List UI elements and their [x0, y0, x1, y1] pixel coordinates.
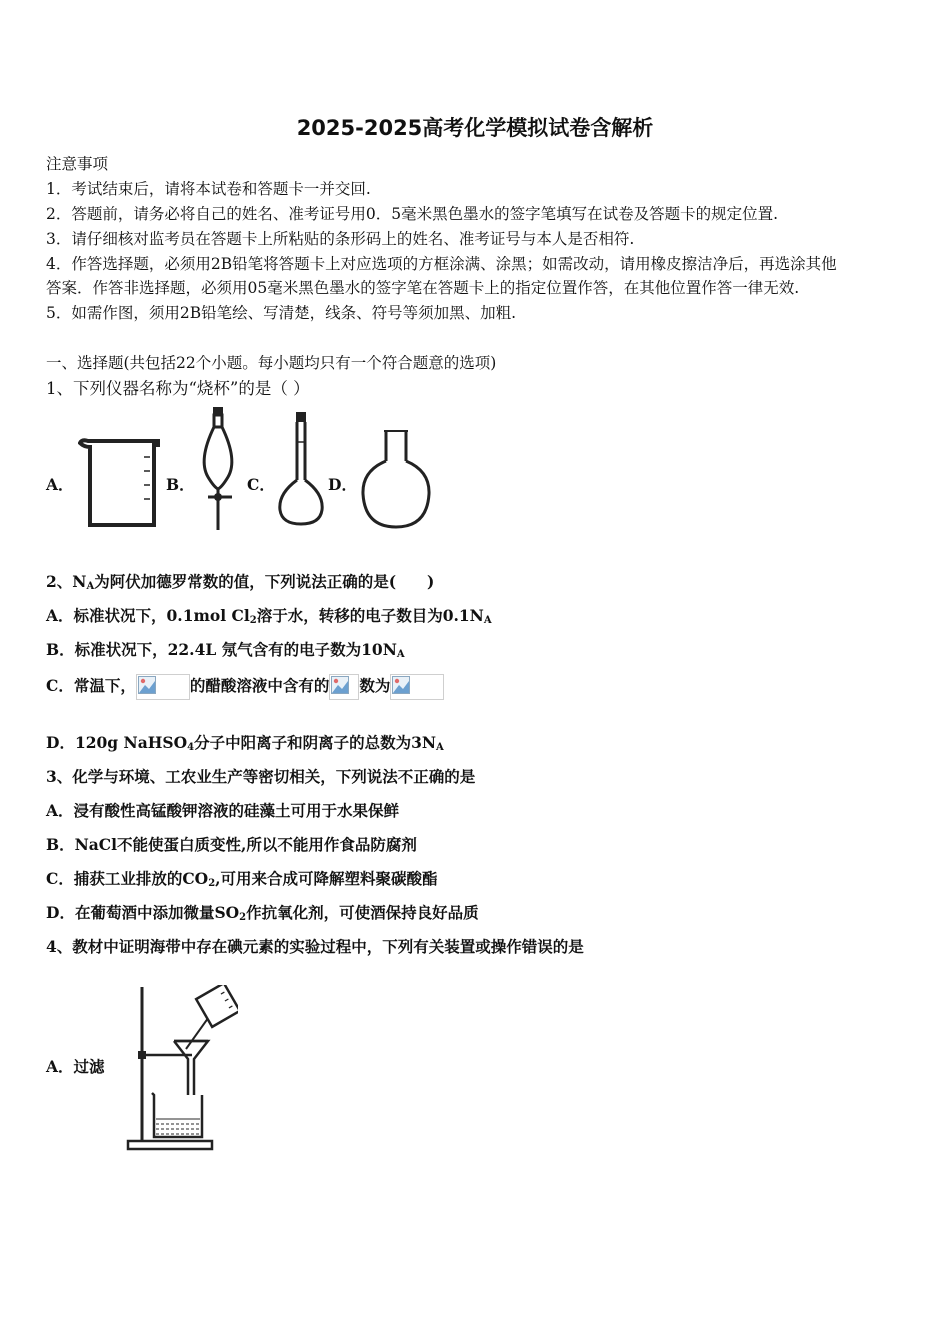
q2-option-b: B．标准状况下，22.4L 氖气含有的电子数为$10N_A$ — [46, 640, 405, 660]
notice-item: 答案．作答非选择题，必须用05毫米黑色墨水的签字笔在答题卡上的指定位置作答，在其他位置作答一律无效. — [46, 279, 800, 297]
q3-option-b: B．NaCl不能使蛋白质变性,所以不能用作食品防腐剂 — [46, 835, 417, 854]
q2-option-a: A．标准状况下，0.1mol $Cl_2$溶于水，转移的电子数目为$0.1N_A$ — [46, 606, 492, 626]
q3-option-d: D．在葡萄酒中添加微量$SO_2$作抗氧化剂，可使酒保持良好品质 — [46, 903, 479, 923]
q1-option-b-label: B． — [166, 475, 195, 494]
notice-item: 3．请仔细核对监考员在答题卡上所粘贴的条形码上的姓名、准考证号与本人是否相符. — [46, 230, 635, 248]
broken-image-icon — [138, 676, 156, 694]
page-title: 2025-2025高考化学模拟试卷含解析 — [296, 116, 654, 140]
formula-image-placeholder — [329, 674, 359, 700]
question-3-stem: 3、化学与环境、工农业生产等密切相关，下列说法不正确的是 — [46, 767, 476, 786]
formula-image-placeholder — [136, 674, 190, 700]
section-heading: 一、选择题(共包括22个小题。每小题均只有一个符合题意的选项) — [46, 354, 497, 372]
beaker-icon — [78, 437, 164, 529]
question-1-stem: 1、下列仪器名称为“烧杯”的是（ ） — [46, 379, 310, 398]
notice-item: 4．作答选择题，必须用2B铅笔将答题卡上对应选项的方框涂满、涂黑；如需改动，请用橡皮擦洁净后，再选涂其他 — [46, 255, 837, 273]
notice-item: 2．答题前，请务必将自己的姓名、准考证号用0．5毫米黑色墨水的签字笔填写在试卷及答题卡的规定位置. — [46, 205, 779, 223]
notice-item: 5．如需作图，须用2B铅笔绘、写清楚，线条、符号等须加黑、加粗. — [46, 304, 517, 322]
round-bottom-flask-icon — [358, 427, 434, 531]
broken-image-icon — [392, 676, 410, 694]
q2-option-d: D．120g NaHSO$_4$分子中阳离子和阴离子的总数为$3N_A$ — [46, 733, 444, 753]
separatory-funnel-icon — [196, 405, 244, 530]
q1-option-a-label: A． — [46, 475, 74, 494]
question-4-stem: 4、教材中证明海带中存在碘元素的实验过程中，下列有关装置或操作错误的是 — [46, 937, 584, 956]
filtration-apparatus-icon — [126, 985, 238, 1153]
formula-image-placeholder — [390, 674, 444, 700]
q4-option-a-label: A．过滤 — [46, 1057, 105, 1076]
q2-option-c: C．常温下， 的醋酸溶液中含有的 数为 — [46, 674, 444, 700]
q3-option-a: A．浸有酸性高锰酸钾溶液的硅藻土可用于水果保鲜 — [46, 801, 400, 820]
broken-image-icon — [331, 676, 349, 694]
notice-heading: 注意事项 — [46, 155, 109, 173]
notice-item: 1．考试结束后，请将本试卷和答题卡一并交回. — [46, 180, 371, 198]
volumetric-flask-icon — [276, 410, 326, 528]
q1-option-c-label: C． — [247, 475, 275, 494]
q1-option-d-label: D． — [328, 475, 357, 494]
q3-option-c: C．捕获工业排放的$CO_2$,可用来合成可降解塑料聚碳酸酯 — [46, 869, 438, 889]
question-2-stem: 2、$N_A$为阿伏加德罗常数的值，下列说法正确的是( ) — [46, 572, 435, 592]
